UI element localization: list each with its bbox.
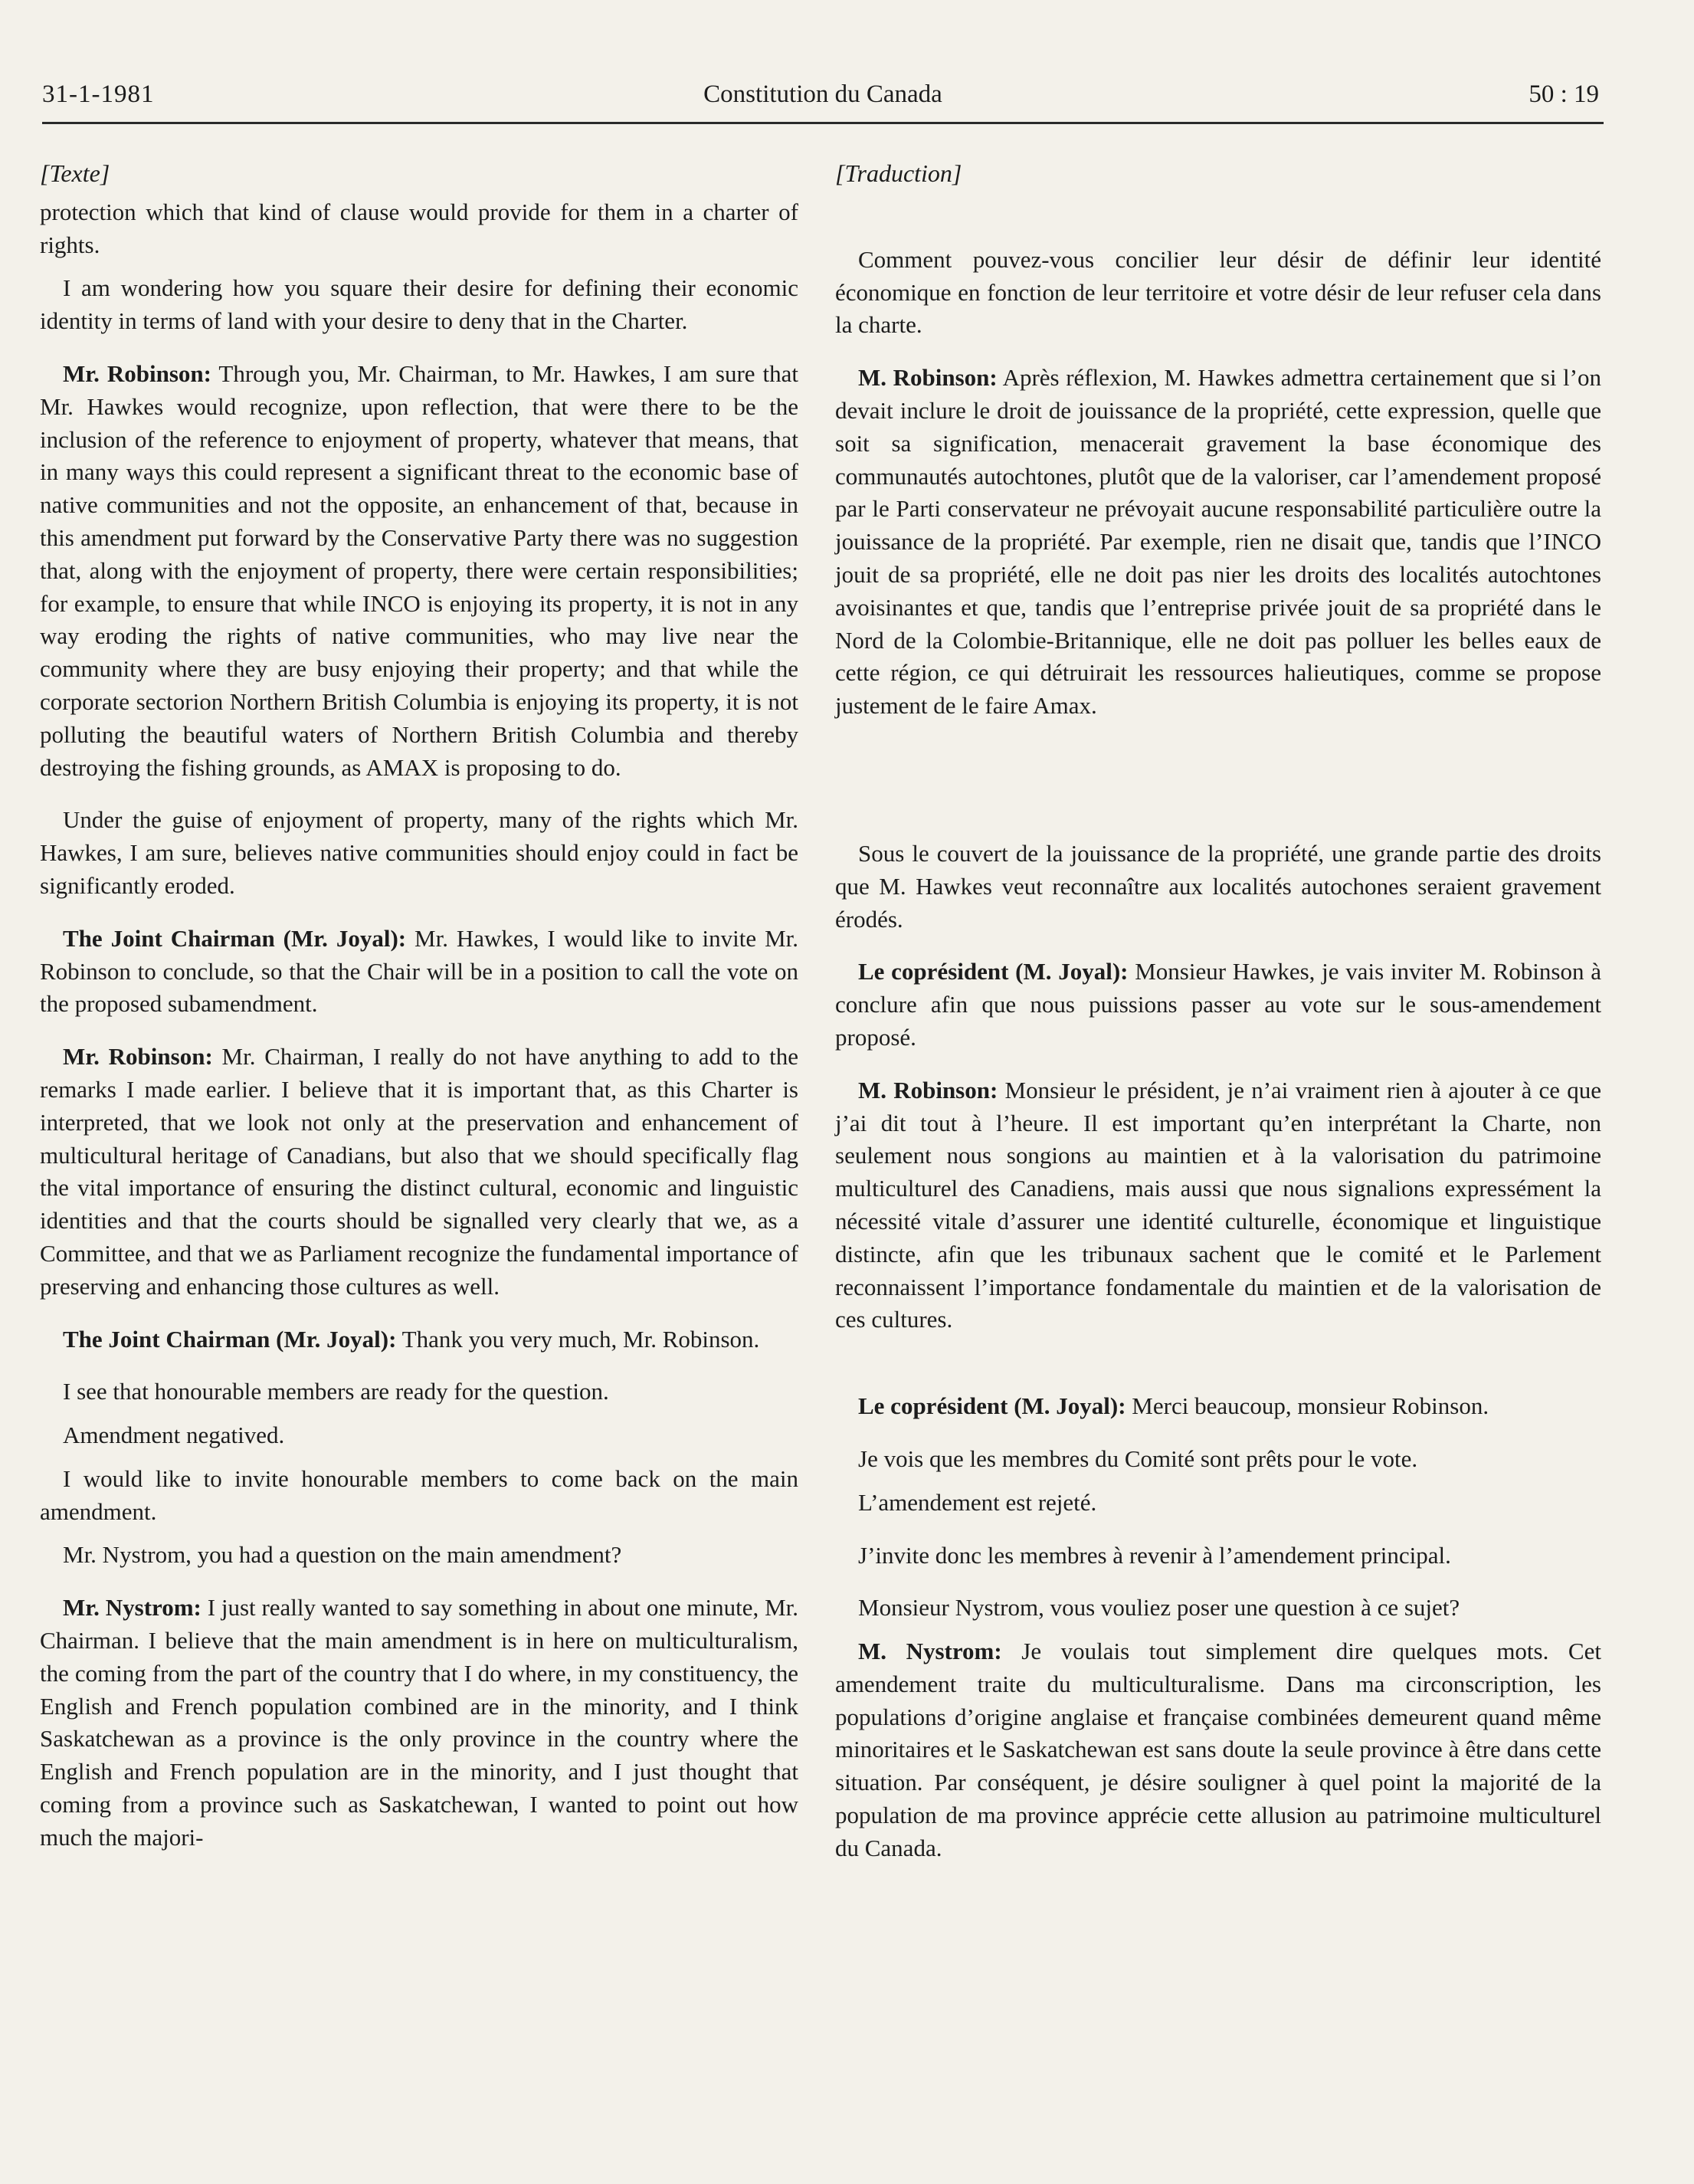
paragraph: [835, 956, 1601, 1054]
speech-text: Je voulais tout simplement dire quelques mots. Cet amendement traite du multiculturalisme. Dans ma circonscription, les populations d’origine anglaise et française combinées demeurent quand même minoritaires et le Saskatchewan est sans doute la seule province à être dans cette situation. Par conséquent, je désire souligner à quel point la majorité de la population de ma province apprécie cette allusion au patrimoine multiculturel du Canada.: [835, 1638, 1601, 1861]
speaker-name: Le coprésident (M. Joyal):: [858, 958, 1129, 985]
paragraph: Under the guise of enjoyment of property, many of the rights which Mr. Hawkes, I am sure, believes native communities should enjoy could in fact be significantly eroded.: [40, 806, 798, 899]
speaker-name: M. Robinson:: [858, 364, 998, 392]
paragraph: [835, 1635, 1601, 1865]
header-date: 31-1-1981: [42, 80, 155, 108]
french-column: [835, 157, 1601, 1865]
paragraph: I would like to invite honourable members to come back on the main amendment.: [40, 1464, 798, 1525]
paragraph: Comment pouvez-vous concilier leur désir de définir leur identité économique en fonction de leur territoire et votre désir de leur refuser cela dans la charte.: [835, 245, 1601, 339]
column-tag: [Traduction]: [835, 159, 962, 187]
paragraph: I see that honourable members are ready for the question.: [63, 1378, 609, 1405]
paragraph: [40, 1323, 798, 1356]
speaker-name: Mr. Robinson:: [63, 1043, 213, 1071]
speech-text: Thank you very much, Mr. Robinson.: [396, 1325, 760, 1353]
paragraph: Je vois que les membres du Comité sont prêts pour le vote.: [858, 1445, 1418, 1472]
header-page-number: 50 : 19: [1529, 80, 1599, 108]
speaker-name: Mr. Robinson:: [63, 359, 211, 387]
paragraph: [40, 358, 798, 784]
paragraph: [835, 362, 1601, 723]
paragraph: [40, 1041, 798, 1303]
speaker-name: Le coprésident (M. Joyal):: [858, 1392, 1126, 1420]
speech-text: Monsieur Hawkes, je vais inviter M. Robinson à conclure afin que nous puissions passer au vote sur le sous-amendement proposé.: [835, 958, 1601, 1051]
speech-text: Merci beaucoup, monsieur Robinson.: [1126, 1392, 1489, 1420]
speaker-name: M. Robinson:: [858, 1076, 998, 1103]
paragraph: [40, 1592, 798, 1854]
speech-text: Après réflexion, M. Hawkes admettra certainement que si l’on devait inclure le droit de jouissance de la propriété, cette expression, quelle que soit sa signification, menacerait gravement la base économique des communautés autochtones, plutôt que de la valoriser, car l’amendement proposé par le Parti conservateur ne prévoyait aucune responsabilité particulière outre la jouissance de la propriété. Par exemple, rien ne disait que, tandis que l’INCO jouit de sa propriété, elle ne doit pas nier les droits des localités autochtones avoisinantes et que, tandis que l’entreprise privée jouit de sa propriété dans le Nord de la Colombie-Britannique, elle ne doit pas polluer les belles eaux de cette région, ce qui détruirait les ressources halieutiques, comme se propose justement de le faire Amax.: [835, 364, 1601, 720]
column-tag: [Texte]: [40, 159, 110, 187]
speaker-name: M. Nystrom:: [858, 1638, 1002, 1665]
speech-text: I just really wanted to say something in about one minute, Mr. Chairman. I believe that the main amendment is in here on multiculturalism, the coming from the part of the country that I do where, in my constituency, the English and French population combined are in the minority, and I think Saskatchewan as a province is the only province in the country where the English and French population are in the minority, and I just thought that coming from a province such as Saskatchewan, I wanted to point out how much the majori-: [40, 1594, 798, 1851]
english-column: [40, 157, 798, 1854]
speech-text: Mr. Chairman, I really do not have anything to add to the remarks I made earlier. I believe that it is important that, as this Charter is interpreted, that we look not only at the preservation and enhancement of multicultural heritage of Canadians, but also that we should specifically flag the vital importance of ensuring the distinct cultural, economic and linguistic identities and that the courts should be signalled very clearly that we, as a Committee, and that we as Parliament recognize the fundamental importance of preserving and enhancing those cultures as well.: [40, 1043, 798, 1300]
paragraph: Amendment negatived.: [63, 1422, 285, 1449]
paragraph: Mr. Nystrom, you had a question on the main amendment?: [63, 1541, 622, 1569]
speaker-name: The Joint Chairman (Mr. Joyal):: [63, 924, 407, 952]
paragraph: [835, 1074, 1601, 1336]
paragraph: Monsieur Nystrom, vous vouliez poser une question à ce sujet?: [858, 1594, 1460, 1622]
paragraph: L’amendement est rejeté.: [858, 1488, 1097, 1516]
page-header: [42, 80, 1604, 124]
speaker-name: The Joint Chairman (Mr. Joyal):: [63, 1325, 397, 1353]
speech-text: Mr. Hawkes, I would like to invite Mr. Robinson to conclude, so that the Chair will be in a position to call the vote on the proposed subamendment.: [40, 924, 798, 1018]
paragraph: Sous le couvert de la jouissance de la propriété, une grande partie des droits que M. Hawkes veut reconnaître aux localités autochones seraient gravement érodés.: [835, 839, 1601, 933]
paragraph: J’invite donc les membres à revenir à l’amendement principal.: [858, 1541, 1451, 1569]
speaker-name: Mr. Nystrom:: [63, 1594, 202, 1622]
paragraph: protection which that kind of clause would provide for them in a charter of rights.: [40, 198, 798, 258]
header-title: Constitution du Canada: [703, 80, 942, 108]
paragraph: I am wondering how you square their desire for defining their economic identity in terms of land with your desire to deny that in the Charter.: [40, 274, 798, 335]
paragraph: [835, 1390, 1601, 1423]
speech-text: Through you, Mr. Chairman, to Mr. Hawkes, I am sure that Mr. Hawkes would recognize, upon reflection, that were there to be the inclusion of the reference to enjoyment of property, whatever that means, that in many ways this could represent a significant threat to the economic base of native communities and not the opposite, an enhancement of that, because in this amendment put forward by the Conservative Party there was no suggestion that, along with the enjoyment of property, there were certain responsibilities; for example, to ensure that while INCO is enjoying its property, it is not in any way eroding the rights of native communities, who may live near the community where they are busy enjoying their property; and that while the corporate sectorion Northern British Columbia is enjoying its property, it is not polluting the beautiful waters of Northern British Columbia and thereby destroying the fishing grounds, as AMAX is proposing to do.: [40, 359, 798, 781]
speech-text: Monsieur le président, je n’ai vraiment rien à ajouter à ce que j’ai dit tout à l’heure. Il est important qu’en interprétant la Charte, non seulement nous songions au maintien et à la valorisation du patrimoine multiculturel des Canadiens, mais aussi que nous signalions expressément la nécessité vitale d’assurer une identité culturelle, économique et linguistique distincte, afin que les tribunaux sachent que le comité et le Parlement reconnaissent l’importance fondamentale du maintien et de la valorisation de ces cultures.: [835, 1076, 1601, 1333]
paragraph: [40, 923, 798, 1021]
